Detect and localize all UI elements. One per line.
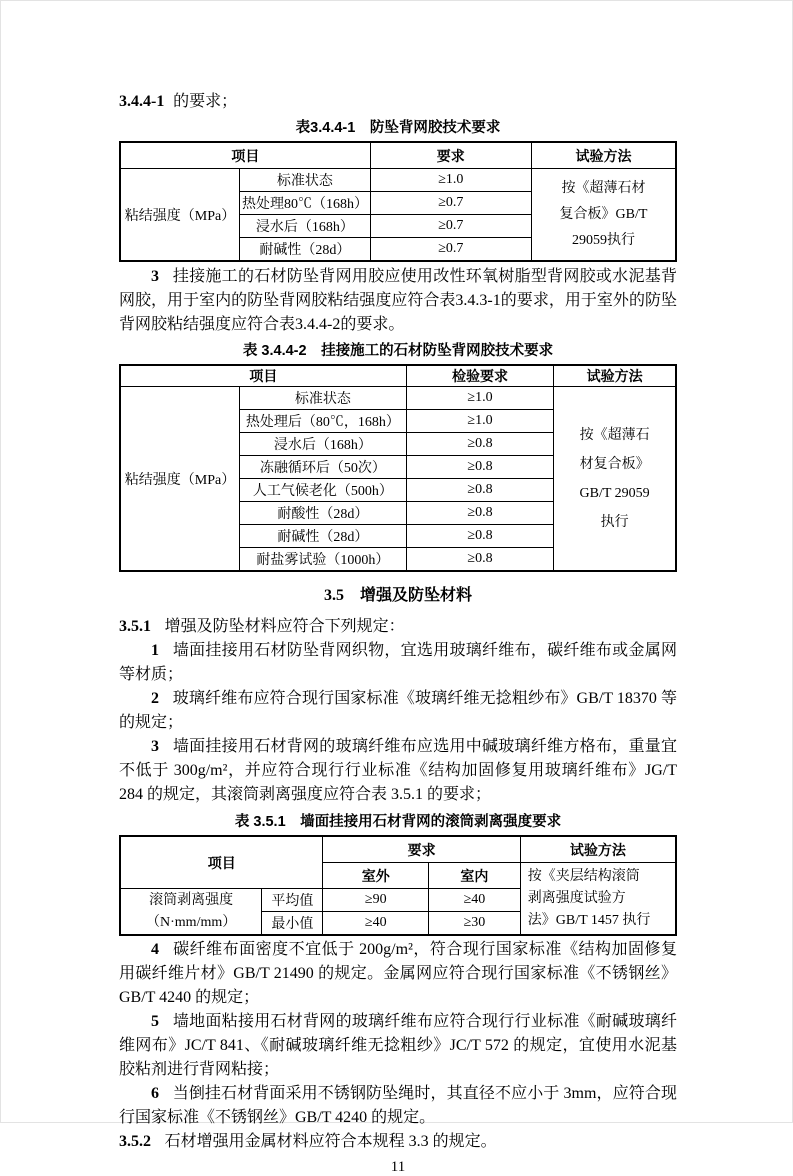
condition-cell: 冻融循环后（50次） (240, 456, 407, 479)
list-item-2 (119, 687, 677, 735)
method-cell: 按《超薄石材 复合板》GB/T 29059执行 (531, 169, 676, 262)
condition-cell: 耐碱性（28d） (240, 238, 371, 262)
condition-cell: 热处理后（80℃，168h） (240, 410, 407, 433)
row-label-cell: 滚筒剥离强度 （N·mm/mm） (120, 889, 262, 936)
item-text: 当倒挂石材背面采用不锈钢防坠绳时，其直径不应小于 3mm，应符合现行国家标准《不锈钢丝》GB/T 4240 的规定。 (119, 1085, 677, 1126)
value-cell: ≥0.8 (406, 548, 553, 572)
clause-3-5-2 (119, 1130, 677, 1154)
condition-cell: 人工气候老化（500h） (240, 479, 407, 502)
item-text: 玻璃纤维布应符合现行国家标准《玻璃纤维无捻粗纱布》GB/T 18370 等的规定； (119, 690, 677, 731)
method-cell: 按《夹层结构滚筒 剥离强度试验方 法》GB/T 1457 执行 (520, 863, 676, 936)
clause-3-5-1 (119, 615, 677, 639)
table-row (120, 387, 676, 410)
condition-cell: 热处理80℃（168h） (240, 192, 371, 215)
value-cell: ≥0.7 (370, 192, 531, 215)
caption-table-3-5-1: 表 3.5.1 墙面挂接用石材背网的滚筒剥离强度要求 (234, 814, 562, 830)
table-header-row (120, 365, 676, 387)
header-requirement: 要求 (370, 142, 531, 169)
paragraph-text: 挂接施工的石材防坠背网用胶应使用改性环氧树脂型背网胶或水泥基背网胶，用于室内的防坠背网胶粘结强度应符合表3.4.3-1的要求，用于室外的防坠背网胶粘结强度应符合表3.4.4-2的要求。 (119, 268, 677, 333)
value-cell: ≥1.0 (370, 169, 531, 192)
row-label-cell: 粘结强度（MPa） (120, 169, 240, 262)
value-cell: ≥0.8 (406, 502, 553, 525)
header-item: 项目 (120, 836, 323, 889)
table-row (120, 169, 676, 192)
item-number: 1 (151, 642, 159, 659)
outdoor-value-cell: ≥40 (323, 912, 429, 936)
page-number: 11 (390, 1159, 406, 1175)
intro-paragraph (119, 90, 677, 114)
header-indoor: 室内 (429, 863, 521, 889)
table-3-4-4-2 (119, 364, 677, 572)
paragraph-number: 3 (151, 268, 159, 285)
clause-number: 3.5.2 (119, 1133, 151, 1150)
value-cell: ≥0.8 (406, 433, 553, 456)
value-cell: ≥1.0 (406, 387, 553, 410)
table-header-row (120, 142, 676, 169)
header-item: 项目 (120, 365, 406, 387)
outdoor-value-cell: ≥90 (323, 889, 429, 912)
method-cell: 按《超薄石 材复合板》 GB/T 29059 执行 (554, 387, 676, 572)
indoor-value-cell: ≥30 (429, 912, 521, 936)
value-cell: ≥0.7 (370, 238, 531, 262)
header-item: 项目 (120, 142, 370, 169)
header-inspection-requirement: 检验要求 (406, 365, 553, 387)
table-3-4-4-1 (119, 141, 677, 262)
value-cell: ≥0.8 (406, 479, 553, 502)
stat-cell: 平均值 (262, 889, 323, 912)
intro-clause-ref: 3.4.4-1 (119, 93, 165, 110)
item-text: 墙地面粘接用石材背网的玻璃纤维布应符合现行行业标准《耐碱玻璃纤维网布》JC/T 841、《耐碱玻璃纤维无捻粗纱》JC/T 572 的规定，宜使用水泥基胶粘剂进行背网粘接； (119, 1013, 677, 1078)
condition-cell: 耐盐雾试验（1000h） (240, 548, 407, 572)
condition-cell: 耐酸性（28d） (240, 502, 407, 525)
section-title: 增强及防坠材料 (359, 587, 472, 604)
value-cell: ≥0.8 (406, 525, 553, 548)
intro-text: 的要求； (169, 93, 238, 110)
value-cell: ≥0.8 (406, 456, 553, 479)
condition-cell: 浸水后（168h） (240, 215, 371, 238)
header-requirement: 要求 (323, 836, 520, 863)
caption-table-3-4-4-2: 表 3.4.4-2 挂接施工的石材防坠背网胶技术要求 (242, 343, 554, 359)
condition-cell: 浸水后（168h） (240, 433, 407, 456)
list-item-5 (119, 1010, 677, 1082)
item-text: 碳纤维布面密度不宜低于 200g/m²，符合现行国家标准《结构加固修复用碳纤维片材》GB/T 21490 的规定。金属网应符合现行国家标准《不锈钢丝》GB/T 4240 的规定； (119, 941, 677, 1006)
table-3-5-1 (119, 835, 677, 936)
stat-cell: 最小值 (262, 912, 323, 936)
value-cell: ≥0.7 (370, 215, 531, 238)
row-label-cell: 粘结强度（MPa） (120, 387, 240, 572)
item-text: 墙面挂接用石材背网的玻璃纤维布应选用中碱玻璃纤维方格布，重量宜不低于 300g/m²，并应符合现行行业标准《结构加固修复用玻璃纤维布》JG/T 284 的规定，其滚筒剥离强度应符合表 3.5.1 的要求； (119, 738, 677, 803)
item-text: 墙面挂接用石材防坠背网织物，宜选用玻璃纤维布，碳纤维布或金属网等材质； (119, 642, 677, 683)
header-test-method: 试验方法 (554, 365, 676, 387)
list-item-4 (119, 938, 677, 1010)
condition-cell: 标准状态 (240, 387, 407, 410)
section-heading-3-5 (119, 582, 677, 605)
list-item-3 (119, 735, 677, 807)
indoor-value-cell: ≥40 (429, 889, 521, 912)
value-cell: ≥1.0 (406, 410, 553, 433)
caption-table-3-4-4-1: 表3.4.4-1 防坠背网胶技术要求 (295, 120, 501, 136)
item-number: 5 (151, 1013, 159, 1030)
clause-text: 石材增强用金属材料应符合本规程 3.3 的规定。 (164, 1133, 497, 1150)
section-number: 3.5 (323, 587, 344, 604)
header-outdoor: 室外 (323, 863, 429, 889)
item-number: 6 (151, 1085, 159, 1102)
header-test-method: 试验方法 (520, 836, 676, 863)
clause-text: 增强及防坠材料应符合下列规定： (164, 618, 405, 635)
item-number: 4 (151, 941, 159, 958)
item-number: 2 (151, 690, 159, 707)
condition-cell: 标准状态 (240, 169, 371, 192)
item-number: 3 (151, 738, 159, 755)
condition-cell: 耐碱性（28d） (240, 525, 407, 548)
clause-number: 3.5.1 (119, 618, 151, 635)
header-test-method: 试验方法 (531, 142, 676, 169)
list-item-1 (119, 639, 677, 687)
paragraph-3 (119, 265, 677, 337)
table-header-row (120, 836, 676, 863)
